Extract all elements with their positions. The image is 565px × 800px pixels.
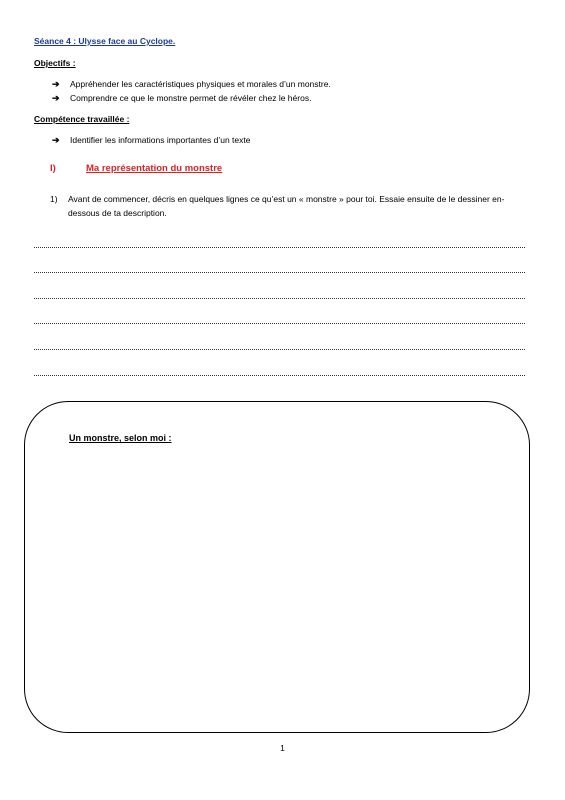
competence-item	[52, 133, 250, 147]
arrow-right-icon: ➔	[52, 134, 60, 145]
question-number: 1)	[50, 194, 58, 204]
objective-item	[52, 91, 331, 105]
part-title: Ma représentation du monstre	[86, 163, 223, 174]
competence-text: Identifier les informations importantes d’un texte	[70, 135, 251, 145]
objectives-heading: Objectifs :	[34, 58, 76, 68]
part-heading	[50, 163, 222, 174]
part-number: I)	[50, 163, 56, 174]
page-number: 1	[280, 743, 285, 753]
drawing-box-label: Un monstre, selon moi :	[69, 433, 172, 443]
objective-text: Appréhender les caractéristiques physiques et morales d’un monstre.	[70, 79, 331, 89]
answer-line[interactable]	[34, 298, 525, 299]
competence-heading: Compétence travaillée :	[34, 114, 130, 124]
objectives-list	[52, 77, 331, 105]
answer-line[interactable]	[34, 247, 525, 248]
question-1	[50, 192, 535, 220]
objective-text: Comprendre ce que le monstre permet de révéler chez le héros.	[70, 93, 312, 103]
arrow-right-icon: ➔	[52, 92, 60, 103]
answer-line[interactable]	[34, 349, 525, 350]
answer-line[interactable]	[34, 323, 525, 324]
answer-line[interactable]	[34, 375, 525, 376]
arrow-right-icon: ➔	[52, 78, 60, 89]
competence-list	[52, 133, 250, 147]
answer-line[interactable]	[34, 272, 525, 273]
question-text: Avant de commencer, décris en quelques lignes ce qu’est un « monstre » pour toi. Essaie ensuite de le dessiner en-dessous de ta description.	[68, 194, 505, 218]
session-title: Séance 4 : Ulysse face au Cyclope.	[34, 36, 176, 46]
objective-item	[52, 77, 331, 91]
drawing-box[interactable]	[24, 401, 530, 733]
